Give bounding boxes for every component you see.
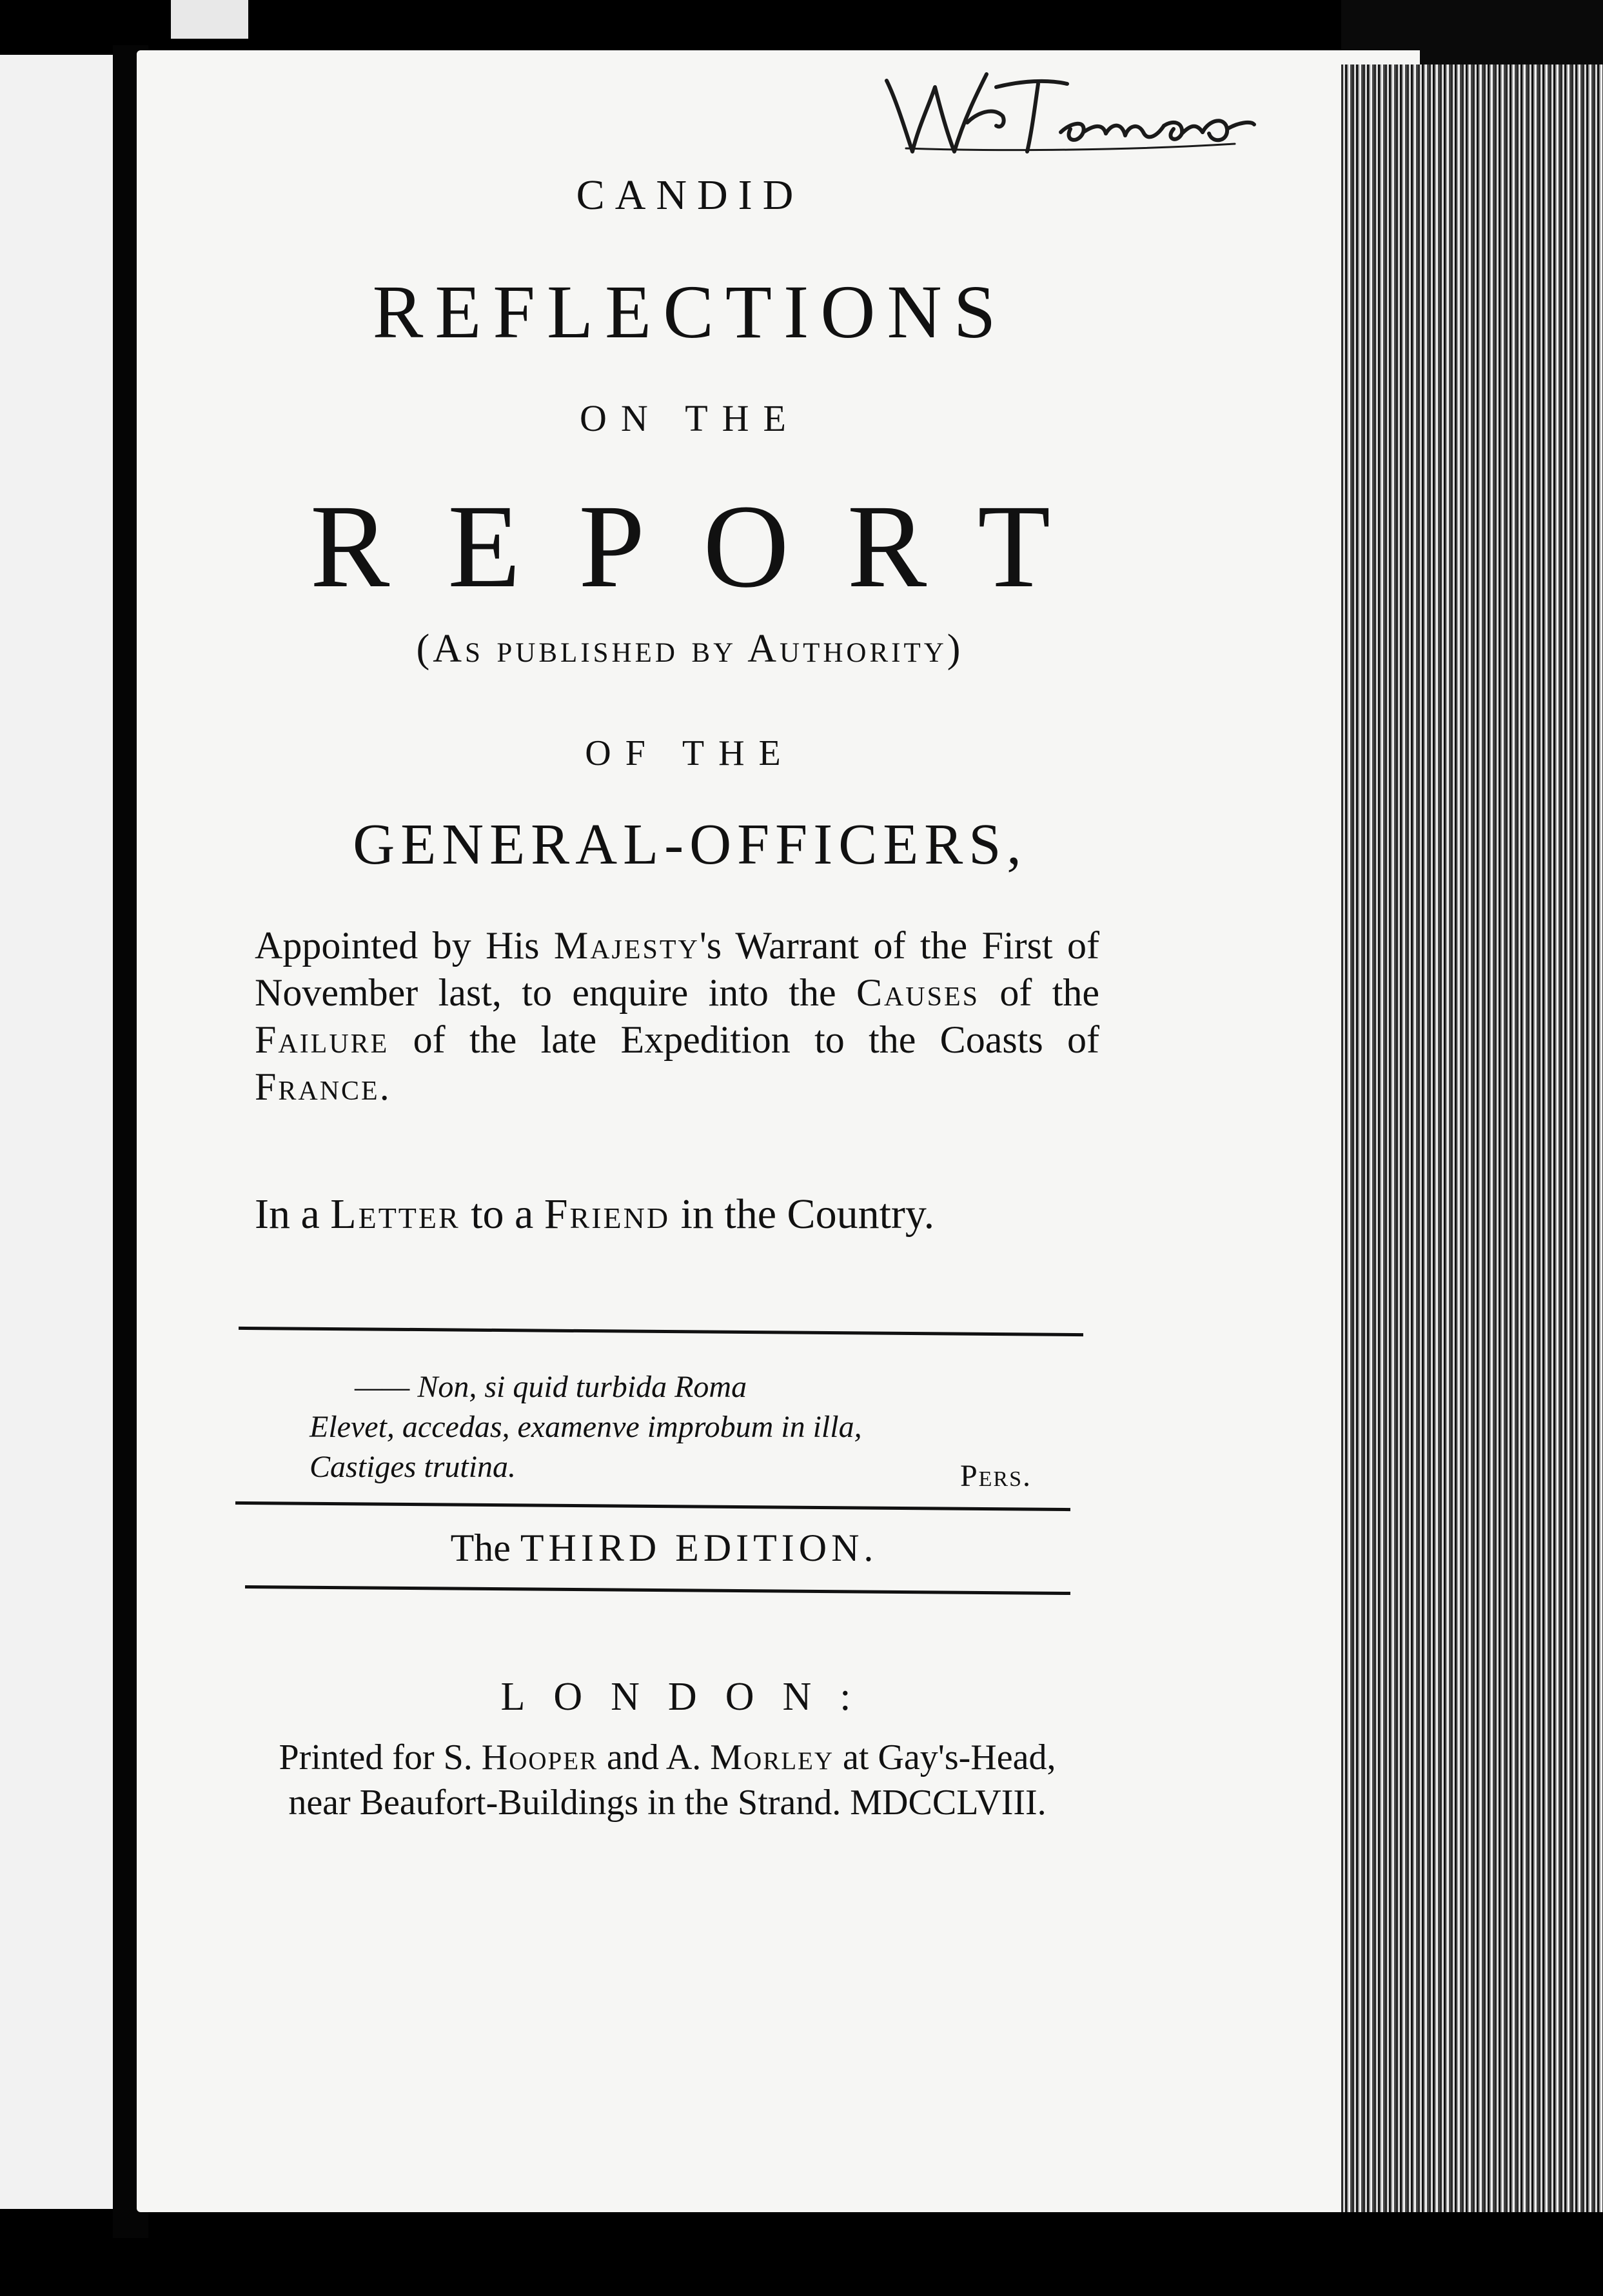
imprint-text-4: near Beaufort-Buildings in the Strand. (288, 1783, 851, 1823)
facing-page-edge (0, 55, 113, 2209)
title-line-on-the: ON THE (580, 397, 800, 439)
latin-motto (310, 1367, 1032, 1496)
appointed-text-1: Appointed by His (255, 924, 554, 967)
imprint-year: MDCCLVIII. (850, 1783, 1047, 1823)
title-line-general-officers: GENERAL-OFFICERS, (353, 813, 1027, 876)
appointed-paragraph (255, 922, 1099, 1111)
letter-friend: Friend (544, 1191, 671, 1238)
imprint-text-3: at Gay's-Head, (834, 1737, 1056, 1777)
letter-text-1: In a (255, 1191, 331, 1238)
edition-third: THIRD EDITION. (520, 1527, 878, 1569)
appointed-text-3: of the (979, 971, 1099, 1014)
edition-the: The (450, 1527, 520, 1569)
edition-line (310, 1529, 1019, 1567)
imprint-line-1 (229, 1735, 1106, 1780)
imprint-text-1: Printed for S. (279, 1737, 482, 1777)
letter-word: Letter (330, 1191, 460, 1238)
imprint-hooper: Hooper (481, 1737, 598, 1777)
appointed-text-4: of the late Expedition to the Coasts of (389, 1018, 1099, 1061)
imprint-line-2 (229, 1780, 1106, 1825)
title-line-authority: (As published by Authority) (416, 627, 964, 671)
signature-drawing (874, 61, 1261, 158)
motto-line-3-row (310, 1447, 1032, 1496)
appointed-causes: Causes (856, 971, 979, 1014)
scan-corner-artifact (171, 0, 248, 39)
appointed-france: France (255, 1065, 380, 1108)
appointed-failure: Failure (255, 1018, 389, 1061)
letter-text-3: in the Country. (670, 1191, 935, 1238)
title-page (137, 50, 1420, 2212)
title-line-reflections: REFLECTIONS (372, 270, 1008, 354)
page-block-edges (1341, 64, 1603, 2212)
appointed-text-2: 's Warrant of the First of November last, to enquire into the (255, 924, 1099, 1014)
motto-attribution: Pers. (959, 1459, 1032, 1493)
appointed-majesty: Majesty (553, 924, 700, 967)
letter-line (255, 1190, 1106, 1239)
motto-line-2: Elevet, accedas, examenve improbum in illa, (310, 1410, 862, 1444)
letter-text-2: to a (460, 1191, 544, 1238)
imprint-text-2: and A. (598, 1737, 711, 1777)
imprint-block (229, 1735, 1106, 1825)
motto-line-3: Castiges trutina. (310, 1450, 516, 1484)
title-line-candid: CANDID (576, 172, 804, 219)
imprint-city: LONDON: (500, 1675, 880, 1719)
appointed-text-5: . (379, 1065, 389, 1108)
imprint-morley: Morley (710, 1737, 834, 1777)
handwritten-signature (874, 61, 1261, 158)
title-line-of-the: OF THE (585, 733, 795, 773)
title-line-report: REPORT (310, 480, 1109, 613)
motto-line-1: —— Non, si quid turbida Roma (355, 1370, 747, 1404)
